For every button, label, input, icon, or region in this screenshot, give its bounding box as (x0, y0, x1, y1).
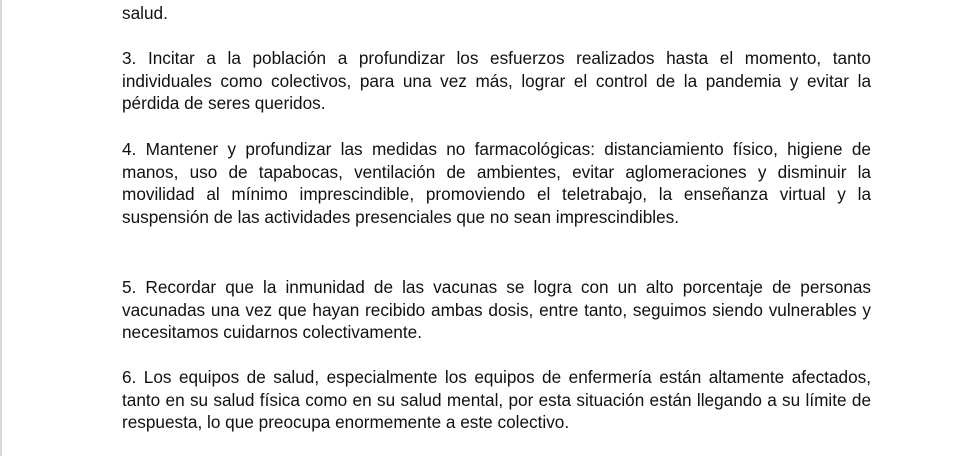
paragraph-item-5: 5. Recordar que la inmunidad de las vacunas se logra con un alto porcentaje de personas vacunadas una vez que hayan recibido ambas dosis, entre tanto, seguimos siendo vulnerables y necesitamos cuidarnos colectivamente. (122, 277, 871, 342)
paragraph-item-3: 3. Incitar a la población a profundizar los esfuerzos realizados hasta el momento, tanto individuales como colectivos, para una vez más, lograr el control de la pandemia y evitar la pérdida de seres queridos. (122, 48, 871, 113)
paragraph-item-6: 6. Los equipos de salud, especialmente los equipos de enfermería están altamente afectados, tanto en su salud física como en su salud mental, por esta situación están llegando a su límite de respuesta, lo que preocupa enormemente a este colectivo. (122, 367, 871, 432)
paragraph-previous-tail: salud. (122, 3, 168, 23)
page-edge-divider (0, 0, 2, 456)
paragraph-item-4: 4. Mantener y profundizar las medidas no farmacológicas: distanciamiento físico, higiene de manos, uso de tapabocas, ventilación de ambientes, evitar aglomeraciones y disminuir la movilidad al mínimo imprescindible, promoviendo el teletrabajo, la enseñanza virtual y la suspensión de las actividades presenciales que no sean imprescindibles. (122, 139, 871, 227)
